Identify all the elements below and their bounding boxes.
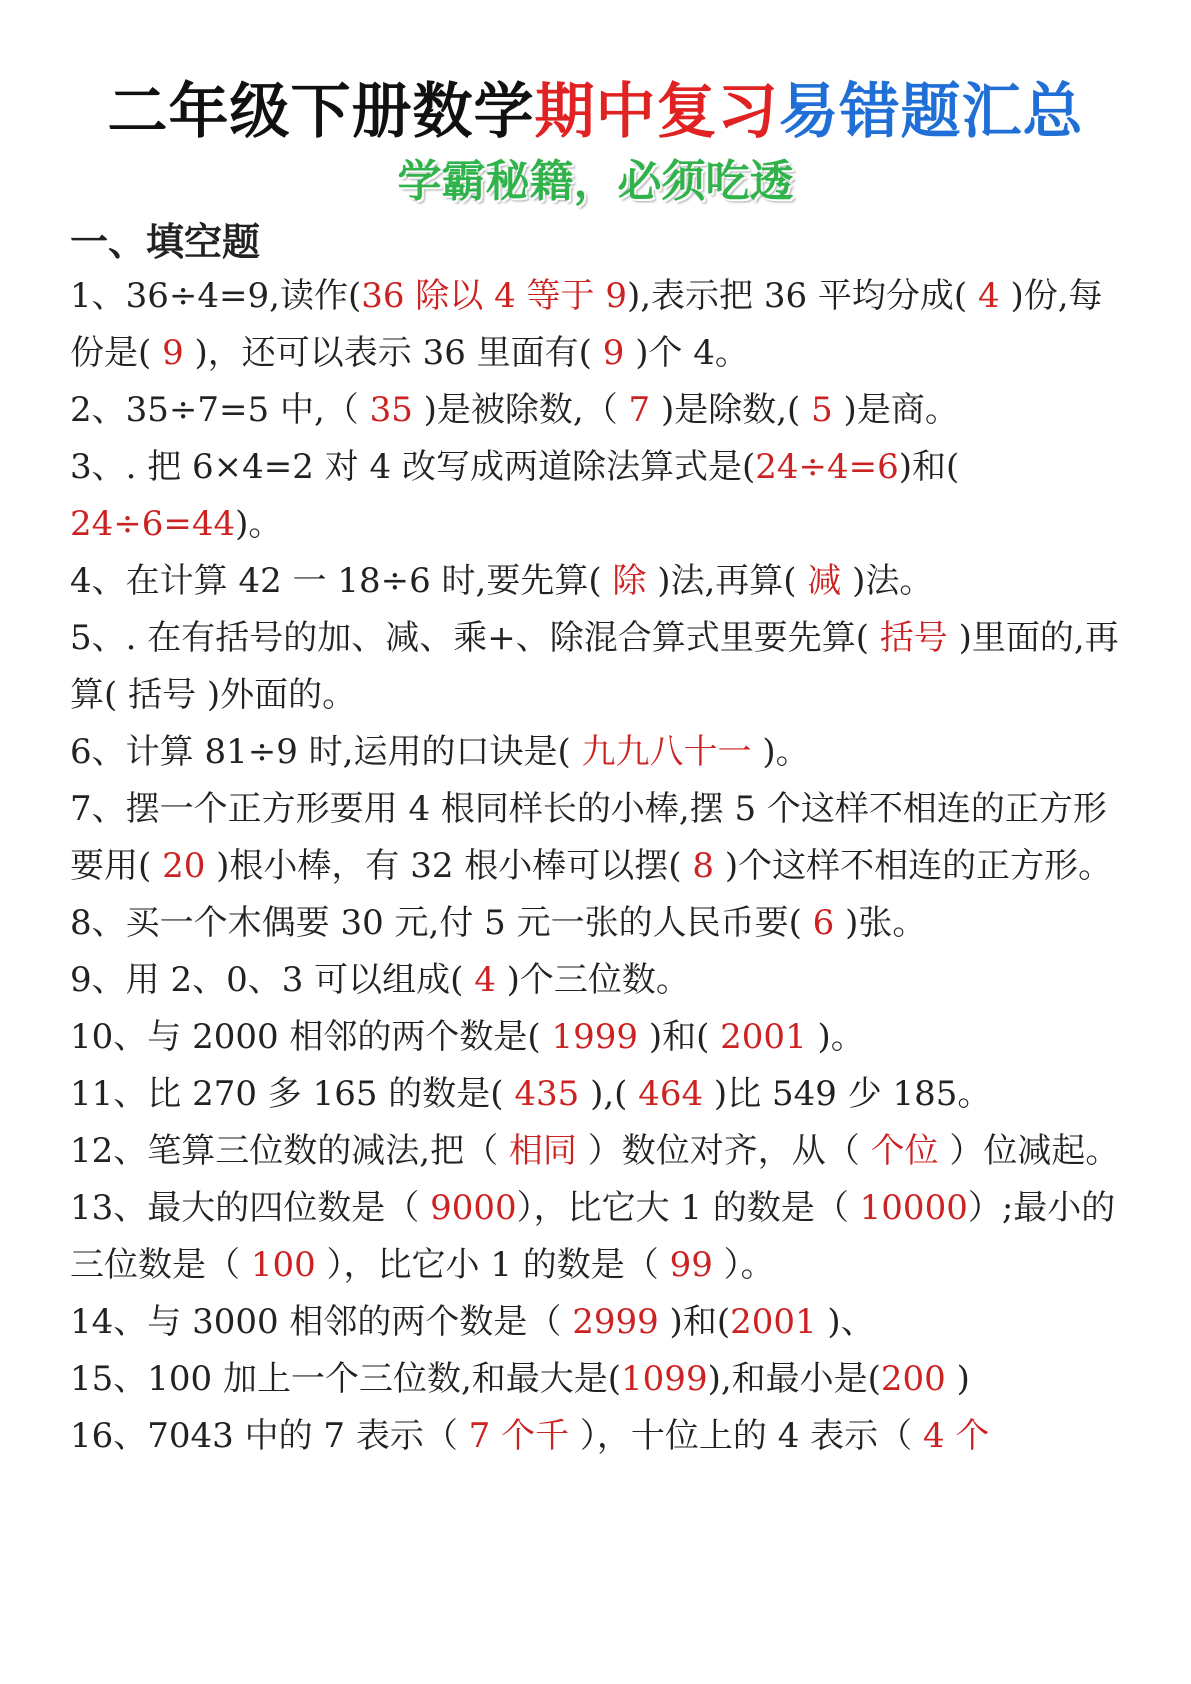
question-text: 16、7043 中的 7 表示（ bbox=[70, 1416, 469, 1456]
answer-text: 10000 bbox=[859, 1188, 968, 1228]
document-title bbox=[0, 72, 1191, 152]
question-text: ）。 bbox=[712, 1245, 775, 1285]
answer-text: 200 bbox=[880, 1359, 946, 1399]
question-text: ），比它大 1 的数是（ bbox=[516, 1188, 860, 1228]
answer-text: 2001 bbox=[720, 1017, 807, 1057]
question-text: ）位减起。 bbox=[938, 1131, 1120, 1171]
question-item bbox=[70, 1408, 1120, 1465]
question-item bbox=[70, 781, 1120, 895]
answer-text: 464 bbox=[638, 1074, 704, 1114]
question-item bbox=[70, 268, 1120, 382]
question-text: 12、笔算三位数的减法,把（ bbox=[70, 1131, 509, 1171]
answer-text: 7 个千 bbox=[468, 1416, 570, 1456]
question-text: 3、. 把 6×4=2 对 4 改写成两道除法算式是( bbox=[70, 447, 756, 487]
question-text: 14、与 3000 相邻的两个数是（ bbox=[70, 1302, 573, 1342]
question-item bbox=[70, 439, 1120, 553]
question-item bbox=[70, 1351, 1120, 1408]
answer-text: 99 bbox=[669, 1245, 713, 1285]
question-text: )比 549 少 185。 bbox=[703, 1074, 992, 1114]
question-text: )。 bbox=[235, 504, 283, 544]
question-item bbox=[70, 1180, 1120, 1294]
question-text: )和( bbox=[638, 1017, 721, 1057]
question-text: )和( bbox=[658, 1302, 731, 1342]
question-text: ) bbox=[945, 1359, 970, 1399]
question-text: )个 4。 bbox=[624, 333, 749, 373]
question-text: ），十位上的 4 表示（ bbox=[569, 1416, 923, 1456]
question-item bbox=[70, 1294, 1120, 1351]
question-text: )，还可以表示 36 里面有( bbox=[183, 333, 603, 373]
question-text: 7、摆一个正方形要用 4 根同样长的小棒,摆 5 个这样不相连的正方形要用( bbox=[70, 789, 1107, 886]
question-text: )是除数,( bbox=[650, 390, 812, 430]
answer-text: 2001 bbox=[730, 1302, 817, 1342]
question-text: )根小棒，有 32 根小棒可以摆( bbox=[205, 846, 693, 886]
question-text: ),表示把 36 平均分成( bbox=[626, 276, 979, 316]
question-text: 10、与 2000 相邻的两个数是( bbox=[70, 1017, 552, 1057]
question-item bbox=[70, 1123, 1120, 1180]
title-part: 期中复习 bbox=[534, 77, 779, 147]
question-text: 1、36÷4=9,读作( bbox=[70, 276, 362, 316]
answer-text: 4 bbox=[474, 960, 496, 1000]
answer-text: 除 bbox=[612, 561, 647, 601]
question-text: 6、计算 81÷9 时,运用的口诀是( bbox=[70, 732, 582, 772]
question-list bbox=[70, 268, 1120, 1465]
answer-text: 9 bbox=[602, 333, 625, 373]
question-text: )份,每份是( bbox=[70, 276, 1103, 373]
answer-text: 1099 bbox=[621, 1359, 708, 1399]
answer-text: 1999 bbox=[551, 1017, 639, 1057]
answer-text: 9000 bbox=[430, 1188, 517, 1228]
section-title: 一、填空题 bbox=[70, 220, 261, 264]
question-text: 11、比 270 多 165 的数是( bbox=[70, 1074, 515, 1114]
question-item bbox=[70, 610, 1120, 724]
answer-text: 5 bbox=[811, 390, 833, 430]
answer-text: 4 bbox=[978, 276, 1000, 316]
document-subtitle: 学霸秘籍，必须吃透 bbox=[397, 156, 794, 207]
answer-text: 相同 bbox=[508, 1131, 577, 1171]
question-item bbox=[70, 553, 1120, 610]
answer-text: 减 bbox=[807, 561, 842, 601]
title-part: 二年级下册数学 bbox=[107, 77, 535, 147]
answer-text: 8 bbox=[692, 846, 715, 886]
answer-text: 435 bbox=[514, 1074, 580, 1114]
question-text: )是被除数,（ bbox=[412, 390, 629, 430]
answer-text: 35 bbox=[369, 390, 413, 430]
question-text: 9、用 2、0、3 可以组成( bbox=[70, 960, 475, 1000]
answer-text: 4 个 bbox=[922, 1416, 990, 1456]
question-text: 2、35÷7=5 中,（ bbox=[70, 390, 370, 430]
question-item bbox=[70, 1009, 1120, 1066]
answer-text: 24÷4=6 bbox=[755, 447, 899, 487]
question-text: ),和最小是( bbox=[707, 1359, 881, 1399]
question-text: )个这样不相连的正方形。 bbox=[714, 846, 1113, 886]
question-item bbox=[70, 952, 1120, 1009]
question-item bbox=[70, 895, 1120, 952]
answer-text: 36 除以 4 等于 9 bbox=[361, 276, 627, 316]
question-text: )张。 bbox=[834, 903, 927, 943]
answer-text: 6 bbox=[812, 903, 835, 943]
question-text: )。 bbox=[751, 732, 810, 772]
question-text: )个三位数。 bbox=[495, 960, 690, 1000]
question-text: )。 bbox=[806, 1017, 865, 1057]
question-text: ），比它小 1 的数是（ bbox=[315, 1245, 670, 1285]
answer-text: 9 bbox=[162, 333, 184, 373]
answer-text: 九九八十一 bbox=[581, 732, 752, 772]
answer-text: 20 bbox=[162, 846, 206, 886]
answer-text: 括号 bbox=[879, 618, 948, 658]
question-text: 8、买一个木偶要 30 元,付 5 元一张的人民币要( bbox=[70, 903, 813, 943]
question-text: )、 bbox=[816, 1302, 875, 1342]
question-text: ）数位对齐，从（ bbox=[576, 1131, 871, 1171]
question-text: 4、在计算 42 一 18÷6 时,要先算( bbox=[70, 561, 613, 601]
answer-text: 100 bbox=[250, 1245, 316, 1285]
question-text: )里面的,再算( 括号 )外面的。 bbox=[70, 618, 1119, 715]
answer-text: 24÷6=44 bbox=[70, 504, 236, 544]
question-text: 13、最大的四位数是（ bbox=[70, 1188, 431, 1228]
question-text: ）;最小的三位数是（ bbox=[70, 1188, 1116, 1285]
question-item bbox=[70, 382, 1120, 439]
title-part: 易错题汇总 bbox=[778, 77, 1084, 147]
question-text: 15、100 加上一个三位数,和最大是( bbox=[70, 1359, 622, 1399]
question-text: )和( bbox=[898, 447, 960, 487]
question-item bbox=[70, 724, 1120, 781]
answer-text: 7 bbox=[628, 390, 651, 430]
answer-text: 个位 bbox=[870, 1131, 939, 1171]
question-text: 5、. 在有括号的加、减、乘+、除混合算式里要先算( bbox=[70, 618, 880, 658]
question-item bbox=[70, 1066, 1120, 1123]
question-text: ),( bbox=[579, 1074, 639, 1114]
answer-text: 2999 bbox=[572, 1302, 659, 1342]
question-text: )法。 bbox=[841, 561, 934, 601]
question-text: )是商。 bbox=[832, 390, 959, 430]
question-text: )法,再算( bbox=[646, 561, 808, 601]
